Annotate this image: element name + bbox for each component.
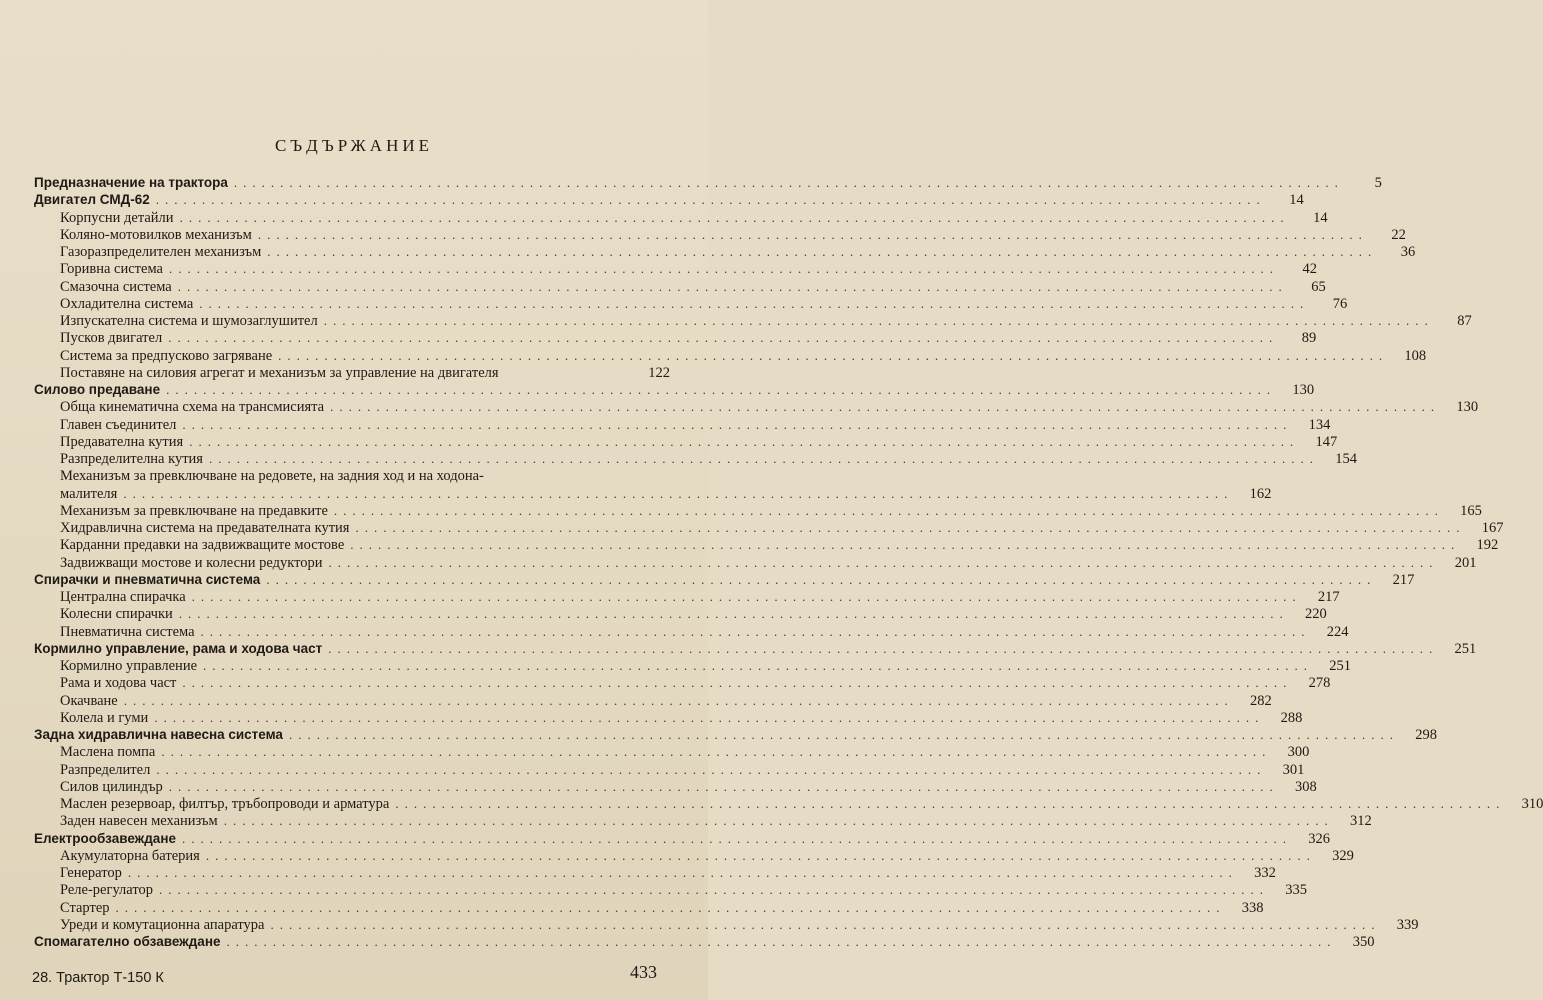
toc-page-number: 217 [1392,571,1415,588]
toc-subsection-row [0,329,1317,347]
toc-page-number: 251 [1454,640,1477,657]
toc-entry-label: Горивна система [60,261,163,278]
toc-subsection-row [0,674,1331,692]
toc-page-number: 14 [1313,209,1328,226]
dot-leader: ........................................................................................................................ [233,175,1344,190]
dot-leader: ........................................................................................................................ [266,571,1377,587]
toc-entry-label: Реле-регулатор [60,882,153,899]
toc-entry-label: Задвижващи мостове и колесни редуктори [60,554,323,571]
toc-entry-label: Предназначение на трактора [34,175,228,190]
toc-entry-label: Генератор [60,865,122,881]
toc-page-number: 350 [1352,934,1375,950]
dot-leader: ........................................................................................................................ [181,830,1292,846]
toc-subsection-row [0,502,1482,520]
toc-page-number: 300 [1287,744,1310,761]
toc-entry-label: Кормилно управление, рама и ходова част [34,640,323,656]
dot-leader: ........................................................................................................................ [189,433,1300,449]
dot-leader: ........................................................................................................................ [333,502,1444,518]
toc-page-number: 251 [1329,658,1352,674]
toc-entry-label: Двигател СМД-62 [34,192,150,208]
toc-page-number: 335 [1285,882,1307,899]
dot-leader: ........................................................................................................................ [123,692,1234,708]
toc-entry-label: Силов цилиндър [60,778,163,795]
toc-page-number: 5 [1374,175,1382,191]
toc-page-number: 288 [1280,709,1303,726]
toc-entry-label: Смазочна система [60,278,172,295]
toc-subsection-row [0,709,1303,727]
dot-leader: ........................................................................................................................ [323,313,1434,328]
toc-subsection-row [0,605,1327,623]
dot-leader: ........................................................................................................................ [115,899,1226,915]
toc-subsection-row [0,847,1354,865]
toc-subsection-row [0,778,1317,796]
toc-entry-label: Маслен резервоар, филтър, тръбопроводи и арматура [60,796,390,812]
toc-entry-label: Изпускателна система и шумозаглушител [60,313,318,329]
toc-subsection-row [0,226,1406,244]
toc-subsection-row [0,657,1352,675]
dot-leader: ........................................................................................................................ [182,416,1293,432]
toc-entry-label: Обща кинематична схема на трансмисията [60,399,325,416]
toc-subsection-row [0,364,708,382]
toc-entry-label: Заден навесен механизъм [60,813,218,830]
dot-leader: ........................................................................................................................ [177,278,1288,294]
toc-entry-label: Хидравлична система на предавателната кутия [60,520,350,536]
page-number: 433 [630,962,657,982]
toc-page-number: 134 [1308,416,1331,433]
toc-section-row [0,933,1375,951]
toc-page-number: 122 [648,364,670,381]
page-title: СЪДЪРЖАНИЕ [274,136,434,155]
dot-leader: ........................................................................................................................ [155,192,1266,208]
dot-leader: ........................................................................................................................ [199,295,1310,311]
toc-subsection-row [0,467,708,485]
dot-leader: ........................................................................................................................ [226,934,1337,949]
dot-leader: ........................................................................................................................ [166,382,1277,397]
dot-leader: ........................................................................................................................ [270,916,1381,932]
toc-page-number: 14 [1289,192,1304,209]
toc-entry-label: Разпределител [60,761,151,778]
toc-subsection-row [0,416,1331,434]
dot-leader: ........................................................................................................................ [154,709,1265,725]
toc-entry-label: Главен съединител [60,416,177,433]
footer-signature: 28. Трактор Т-150 К [32,970,164,986]
toc-page-number: 167 [1481,520,1504,536]
toc-entry-label: Предавателна кутия [60,433,184,450]
toc-page-number: 65 [1311,278,1326,295]
toc-subsection-row [0,433,1338,451]
dot-leader: ........................................................................................................................ [159,882,1269,898]
toc-page-number: 36 [1400,244,1416,260]
toc-entry-label: Уреди и комутационна апаратура [60,916,265,933]
toc-page-number: 108 [1404,347,1427,364]
toc-subsection-row [0,864,1276,882]
toc-subsection-row [0,899,1264,917]
toc-subsection-row [0,398,1479,416]
toc-subsection-row [0,519,1504,537]
toc-entry-label: Поставяне на силовия агрегат и механизъм за управление на двигателя [60,364,499,381]
toc-section-row [0,726,1437,744]
toc-page-number: 310 [1521,796,1543,812]
toc-entry-label: Маслена помпа [60,744,156,761]
toc-section-row [0,830,1330,848]
toc-page-number: 224 [1326,623,1349,640]
dot-leader: ........................................................................................................................ [168,778,1279,794]
toc-page-number: 301 [1282,761,1305,778]
dot-leader: ........................................................................................................................ [182,675,1293,691]
toc-page-number: 130 [1292,382,1315,398]
toc-page-number: 220 [1305,606,1327,623]
toc-page-number: 192 [1476,537,1499,554]
toc-subsection-row [0,295,1348,313]
toc-subsection-row [0,536,1499,554]
toc-subsection-row [0,485,1272,503]
dot-leader: ........................................................................................................................ [350,537,1461,553]
toc-page-number: 89 [1301,330,1317,347]
toc-page-number: 217 [1317,589,1340,605]
toc-entry-label: Акумулаторна батерия [60,847,200,864]
toc-subsection-row [0,795,1543,813]
toc-subsection-row [0,312,1472,330]
toc-page-number: 339 [1396,916,1419,933]
toc-entry-label: Стартер [60,899,110,916]
toc-entry-label: Механизъм за превключване на редовете, на задния ход и на ходона- [60,468,484,485]
toc-page-number: 165 [1460,502,1482,519]
toc-page-number: 154 [1335,451,1357,467]
dot-leader: ........................................................................................................................ [168,261,1279,277]
toc-entry-label: малителя [60,485,118,502]
toc-entry-label: Кормилно управление [60,658,198,674]
toc-page-number: 201 [1454,554,1477,571]
toc-subsection-row [0,881,1307,899]
dot-leader: ........................................................................................................................ [328,640,1439,656]
dot-leader: ........................................................................................................................ [208,451,1319,466]
toc-entry-label: Газоразпределителен механизъм [60,244,262,260]
toc-page-number: 332 [1254,865,1276,881]
toc-entry-label: Централна спирачка [60,589,186,605]
toc-page-number: 312 [1349,813,1372,830]
toc-entry-label: Спомагателно обзавеждане [34,934,221,949]
toc-subsection-row [0,278,1326,296]
toc-subsection-row [0,812,1372,830]
toc-page-number: 298 [1415,727,1437,743]
toc-subsection-row [0,692,1272,710]
toc-entry-label: Окачване [60,692,118,709]
toc-subsection-row [0,554,1477,572]
dot-leader: ........................................................................................................................ [330,399,1441,415]
toc-page-number: 326 [1308,830,1330,847]
dot-leader: ........................................................................................................................ [123,485,1234,501]
toc-subsection-row [0,761,1305,779]
toc-page-number: 42 [1302,261,1317,278]
toc-entry-label: Коляно-мотовилков механизъм [60,226,252,243]
dot-leader: ........................................................................................................................ [278,347,1389,363]
dot-leader: ........................................................................................................................ [223,813,1334,829]
toc-entry-label: Пусков двигател [60,330,163,347]
toc-page-number: 308 [1295,778,1317,795]
toc-page-number: 162 [1249,485,1272,502]
toc-page-number: 338 [1241,899,1264,916]
toc-entry-label: Пневматична система [60,623,195,640]
toc-entry-label: Механизъм за превключване на предавките [60,502,328,519]
dot-leader: ........................................................................................................................ [395,796,1506,811]
toc-section-row [0,191,1304,209]
toc-entry-label: Охладителна система [60,295,194,312]
toc-entry-label: Колела и гуми [60,709,149,726]
toc-subsection-row [0,347,1427,365]
dot-leader: ........................................................................................................................ [355,520,1466,535]
toc-page-number: 130 [1456,399,1479,416]
toc-subsection-row [0,209,1328,227]
toc-page-number: 76 [1332,295,1348,312]
toc-page-number: 282 [1249,692,1272,709]
toc-page-number: 87 [1457,313,1472,329]
dot-leader: ........................................................................................................................ [178,606,1289,622]
dot-leader: ........................................................................................................................ [203,658,1314,673]
toc-entry-label: Задна хидравлична навесна система [34,727,283,742]
toc-entry-label: Силово предаване [34,382,161,397]
toc-section-row [0,640,1477,658]
dot-leader: ........................................................................................................................ [156,761,1267,777]
toc-subsection-row [0,916,1419,934]
toc-section-row [0,381,1315,399]
toc-entry-label: Разпределителна кутия [60,451,203,467]
toc-subsection-row [0,588,1340,606]
toc-subsection-row [0,260,1317,278]
toc-entry-label: Спирачки и пневматична система [34,571,261,587]
toc-subsection-row [0,623,1349,641]
toc-subsection-row [0,243,1416,261]
toc-page-number: 147 [1315,433,1338,450]
toc-subsection-row [0,450,1357,468]
dot-leader: ........................................................................................................................ [200,623,1311,639]
toc-entry-label: Рама и ходова част [60,675,177,692]
toc-subsection-row [0,743,1310,761]
toc-entry-label: Корпусни детайли [60,209,174,226]
dot-leader: ........................................................................................................................ [328,554,1439,570]
dot-leader: ........................................................................................................................ [161,744,1272,760]
dot-leader: ........................................................................................................................ [179,209,1290,225]
dot-leader: ........................................................................................................................ [257,226,1368,242]
toc-entry-label: Карданни предавки на задвижващите мостове [60,537,345,554]
toc-entry-label: Система за предпусково загряване [60,347,273,364]
toc-page-number: 329 [1332,847,1354,864]
dot-leader: ........................................................................................................................ [127,865,1238,880]
dot-leader: ........................................................................................................................ [168,330,1279,346]
dot-leader: ........................................................................................................................ [267,244,1378,259]
toc-page-number: 22 [1391,226,1406,243]
dot-leader: ........................................................................................................................ [191,589,1302,604]
dot-leader: ........................................................................................................................ [205,847,1316,863]
toc-page-number: 278 [1308,675,1331,692]
toc-entry-label: Колесни спирачки [60,606,173,623]
toc-section-row [0,571,1415,589]
dot-leader: ........................................................................................................................ [288,727,1399,742]
toc-section-row [0,174,1382,192]
toc-entry-label: Електрообзавеждане [34,830,176,846]
